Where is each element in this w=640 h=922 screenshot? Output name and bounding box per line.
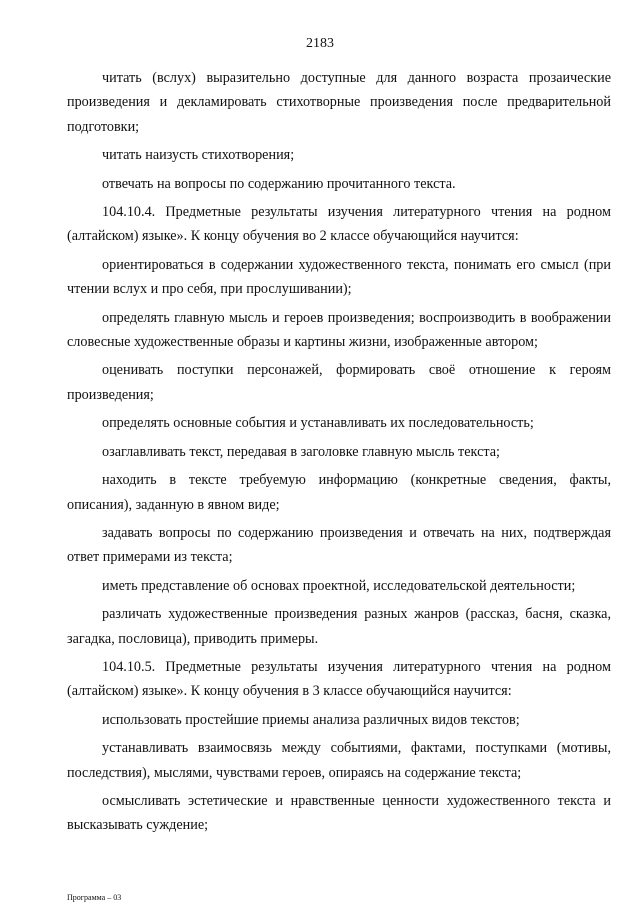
footer-label: Программа – 03 [67,893,122,902]
document-body [67,66,611,842]
paragraph: задавать вопросы по содержанию произведения и отвечать на них, подтверждая ответ примерами из текста; [67,524,611,566]
paragraph: устанавливать взаимосвязь между событиями, фактами, поступками (мотивы, последствия), мыслями, чувствами героев, опираясь на содержание текста; [67,740,611,781]
paragraph: оценивать поступки персонажей, формировать своё отношение к героям произведения; [67,362,611,403]
paragraph: озаглавливать текст, передавая в заголовке главную мысль текста; [102,443,500,460]
paragraph: осмысливать эстетические и нравственные ценности художественного текста и высказывать суждение; [67,792,611,834]
section-heading-paragraph: 104.10.5. Предметные результаты изучения литературного чтения на родном (алтайском) языке». К концу обучения в 3 классе обучающийся научится: [67,658,611,700]
paragraph: читать наизусть стихотворения; [102,147,295,164]
paragraph: определять главную мысль и героев произведения; воспроизводить в воображении словесные художественные образы и картины жизни, изображенные автором; [67,309,611,351]
section-heading-paragraph: 104.10.4. Предметные результаты изучения литературного чтения на родном (алтайском) языке». К концу обучения во 2 классе обучающийся научится: [67,204,611,245]
paragraph: определять основные события и устанавливать их последовательность; [102,415,534,432]
paragraph: использовать простейшие приемы анализа различных видов текстов; [102,711,520,728]
paragraph: читать (вслух) выразительно доступные для данного возраста прозаические произведения и декламировать стихотворные произведения после предварительной подготовки; [67,70,611,135]
paragraph: различать художественные произведения разных жанров (рассказ, басня, сказка, загадка, пословица), приводить примеры. [67,606,611,647]
paragraph: ориентироваться в содержании художественного текста, понимать его смысл (при чтении вслух и про себя, при прослушивании); [67,256,611,298]
paragraph: иметь представление об основах проектной, исследовательской деятельности; [102,577,576,594]
paragraph: находить в тексте требуемую информацию (конкретные сведения, факты, описания), заданную в явном виде; [67,472,611,513]
page-number: 2183 [306,36,334,51]
paragraph: отвечать на вопросы по содержанию прочитанного текста. [102,175,456,192]
